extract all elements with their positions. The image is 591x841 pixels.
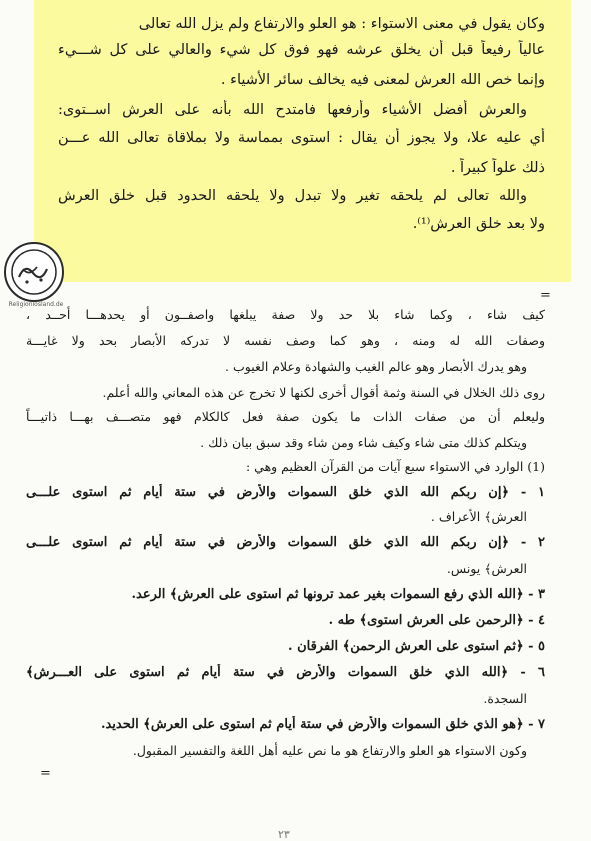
text-line: وكان يقول في معنى الاستواء : هو العلو والارتفاع ولم يزل الله تعالى bbox=[138, 16, 545, 32]
text-line: ويتكلم كذلك متى شاء وكيف شاء ومن شاء وقد سبق بيان ذلك . bbox=[200, 435, 527, 450]
verse-line: ٥ - ﴿ثم استوى على العرش الرحمن﴾ الفرقان . bbox=[288, 639, 545, 654]
verse-line: ٣ - ﴿الله الذي رفع السموات بغير عمد ترونها ثم استوى على العرش﴾ الرعد. bbox=[131, 587, 545, 602]
site-logo bbox=[4, 242, 64, 302]
verse-source: العرش﴾ الأعراف . bbox=[430, 509, 527, 524]
page-number: ٢٣ bbox=[278, 828, 290, 841]
verse-line: ٢ - ﴿إن ربكم الله الذي خلق السموات والأرض في ستة أيام ثم استوى علـــى bbox=[26, 535, 545, 550]
verse-source: العرش﴾ يونس. bbox=[446, 561, 527, 576]
verse-source: السجدة. bbox=[483, 691, 527, 706]
text-line: عالياً رفيعاً قبل أن يخلق عرشه فهو فوق كل شيء والعالي على كل شـــيء bbox=[58, 42, 545, 58]
text-line: ذلك علواً كبيراً . bbox=[450, 160, 545, 176]
verse-line: ٤ - ﴿الرحمن على العرش استوى﴾ طه . bbox=[328, 613, 545, 628]
logo-emblem-icon bbox=[9, 247, 59, 297]
verse-line: ١ - ﴿إن ربكم الله الذي خلق السموات والأرض في ستة أيام ثم استوى علـــى bbox=[26, 485, 545, 500]
footnote-intro: (1) الوارد في الاستواء سبع آيات من القرآن العظيم وهي : bbox=[245, 459, 545, 474]
text-line: روى ذلك الخلال في السنة وثمة أقوال أخرى لكنها لا تخرج عن هذه المعاني والله أعلم. bbox=[102, 385, 545, 400]
divider: = bbox=[40, 766, 51, 781]
text-line: وهو يدرك الأبصار وهو عالم الغيب والشهادة وعلام الغيوب . bbox=[225, 359, 527, 374]
text-line: وليعلم أن من صفات الذات ما يكون صفة فعل كالكلام فهو متصـــف بهـــا ذاتيـــاً bbox=[26, 409, 545, 424]
verse-line: ٦ - ﴿الله الذي خلق السموات والأرض في ستة أيام ثم استوى على العـــرش﴾ bbox=[26, 665, 545, 680]
text-line: والله تعالى لم يلحقه تغير ولا تبدل ولا يلحقه الحدود قبل خلق العرش bbox=[58, 188, 527, 204]
text-line: كيف شاء ، وكما شاء بلا حد ولا صفة يبلغها واصفــون أو يحدهـــا أحــد ، bbox=[26, 307, 545, 322]
text-line: والعرش أفضل الأشياء وأرفعها فامتدح الله بأنه على العرش اســتوى: bbox=[58, 102, 527, 118]
logo-caption: Religionlosland.de bbox=[8, 301, 64, 308]
divider: = bbox=[540, 288, 551, 303]
verse-line: ٧ - ﴿هو الذي خلق السموات والأرض في ستة أيام ثم استوى على العرش﴾ الحديد. bbox=[100, 717, 545, 732]
text-line: ولا بعد خلق العرش⁽¹⁾. bbox=[412, 216, 545, 232]
text-line: وصفات الله له ومنه ، وهو كما وصف نفسه لا تدركه الأبصار بحد ولا غايـــة bbox=[26, 333, 545, 348]
text-line: وإنما خص الله العرش لمعنى فيه يخالف سائر الأشياء . bbox=[220, 72, 545, 88]
text-line: أي عليه علا، ولا يجوز أن يقال : استوى بمماسة ولا بملاقاة تعالى الله عـــن bbox=[58, 130, 545, 146]
closing-note: وكون الاستواء هو العلو والارتفاع هو ما نص عليه أهل اللغة والتفسير المقبول. bbox=[132, 743, 527, 758]
